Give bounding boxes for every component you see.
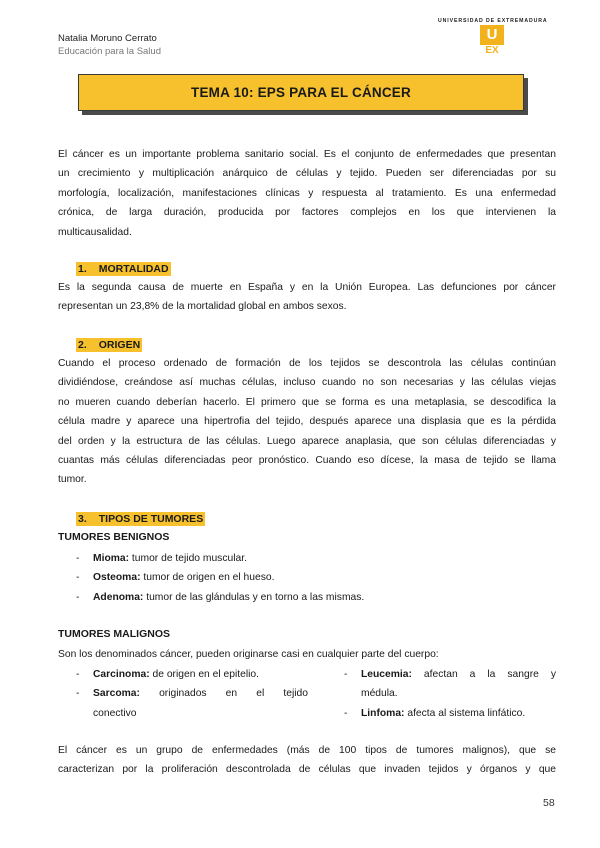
closing-paragraph — [58, 741, 556, 780]
mortalidad-paragraph — [58, 278, 556, 317]
title-box — [78, 74, 524, 111]
intro-line: morfología, localización, manifestaciones clínicas y respuesta al tratamiento. Es una enfermedad — [58, 187, 556, 199]
logo-u-mark: U — [480, 25, 504, 45]
term-desc: afecta al sistema linfático. — [404, 707, 526, 719]
mortalidad-line: Es la segunda causa de muerte en España y en la Unión Europea. Las defunciones por cáncer — [58, 282, 556, 293]
list-item: - Mioma: tumor de tejido muscular. — [76, 553, 247, 564]
malignos-intro-line: Son los denominados cáncer, pueden originarse casi en cualquier parte del cuerpo: — [58, 649, 439, 660]
term-desc: tumor de las glándulas y en torno a las mismas. — [143, 591, 365, 603]
list-item — [76, 665, 308, 684]
term-desc: originados en el tejido — [159, 688, 308, 700]
section-title: ORIGEN — [98, 339, 141, 351]
term-desc: tumor de origen en el hueso. — [140, 572, 275, 584]
section-number: 3. — [78, 513, 87, 525]
list-dash: - — [344, 707, 348, 719]
term: Adenoma: — [93, 591, 144, 603]
section-number: 2. — [78, 339, 87, 351]
malignos-intro — [58, 645, 556, 664]
origen-line: célula madre y aparece una hipertrofia del tejido, después aparece una displasia que es la pérdida — [58, 416, 556, 428]
malignos-left-column — [76, 665, 308, 723]
intro-line: El cáncer es un importante problema sanitario social. Es el conjunto de enfermedades que presentan — [58, 149, 556, 160]
origen-line: Cuando el proceso ordenado de formación de los tejidos se descontrola las células continúan — [58, 358, 556, 369]
list-item — [76, 684, 308, 723]
intro-line: un crecimiento y multiplicación anárquico de células y tejido. Pueden ser diferenciadas por su — [58, 168, 556, 180]
term-desc: afectan a la sangre y — [423, 669, 556, 680]
section-heading-tipos — [76, 512, 205, 526]
term-desc: tumor de tejido muscular. — [129, 553, 247, 564]
list-dash: - — [344, 669, 348, 680]
term: Sarcoma: — [93, 688, 140, 700]
leucemia-row — [361, 665, 556, 684]
university-logo — [438, 16, 550, 60]
term: Leucemia: — [361, 669, 412, 680]
list-item: - Osteoma: tumor de origen en el hueso. — [76, 572, 275, 584]
list-item — [344, 704, 556, 723]
list-dash: - — [76, 669, 80, 680]
origen-line: dividiéndose, creándose así muchas células, incluso cuando no son necesarias y las células viejas — [58, 377, 556, 389]
intro-paragraph — [58, 145, 556, 242]
section-title: TIPOS DE TUMORES — [98, 513, 204, 525]
term-desc-cont: médula. — [361, 688, 398, 700]
intro-line: crónica, de larga duración, producida por factores complejos en los que intervienen la — [58, 207, 556, 219]
origen-paragraph — [58, 354, 556, 490]
page-number: 58 — [543, 797, 555, 809]
section-heading-origen — [76, 338, 142, 352]
origen-line: del orden y la estructura de las células. Luego aparece anaplasia, que son células diferenciadas y — [58, 435, 556, 447]
origen-line: no mueren cuando deberían hacerlo. El primero que se forma es una metaplasia, se descodifica la — [58, 396, 556, 408]
header-subtitle: Educación para la Salud — [58, 46, 161, 57]
section-number: 1. — [78, 263, 87, 275]
term: Carcinoma: — [93, 669, 150, 680]
page-title: TEMA 10: EPS PARA EL CÁNCER — [191, 85, 411, 100]
term-desc-cont: conectivo — [93, 707, 137, 719]
origen-line: tumor. — [58, 474, 87, 486]
sarcoma-row — [93, 684, 308, 703]
header-author: Natalia Moruno Cerrato — [58, 33, 157, 44]
malignos-heading: TUMORES MALIGNOS — [58, 628, 170, 640]
logo-ex-mark: EX — [485, 45, 499, 56]
closing-line: El cáncer es un grupo de enfermedades (más de 100 tipos de tumores malignos), que se — [58, 745, 556, 756]
malignos-right-column — [344, 665, 556, 723]
intro-line: multicausalidad. — [58, 226, 132, 238]
term: Osteoma: — [93, 572, 141, 584]
benignos-list — [76, 549, 364, 607]
term: Linfoma: — [361, 707, 405, 719]
mortalidad-line: representan un 23,8% de la mortalidad global en ambos sexos. — [58, 301, 347, 313]
logo-text: UNIVERSIDAD DE EXTREMADURA — [438, 18, 548, 24]
list-item — [344, 665, 556, 704]
section-title: MORTALIDAD — [98, 263, 169, 275]
section-heading-mortalidad — [76, 262, 171, 276]
list-item: - Adenoma: tumor de las glándulas y en torno a las mismas. — [76, 591, 365, 603]
origen-line: cuantas más células diferenciadas peor pronóstico. Cuando eso dícese, la masa de tejido se llama — [58, 455, 556, 467]
closing-line: caracterizan por la proliferación descontrolada de células que invaden tejidos y órganos y que — [58, 764, 556, 776]
term-desc: de origen en el epitelio. — [149, 669, 259, 680]
benignos-heading: TUMORES BENIGNOS — [58, 531, 170, 543]
list-dash: - — [76, 688, 80, 700]
term: Mioma: — [93, 553, 130, 564]
